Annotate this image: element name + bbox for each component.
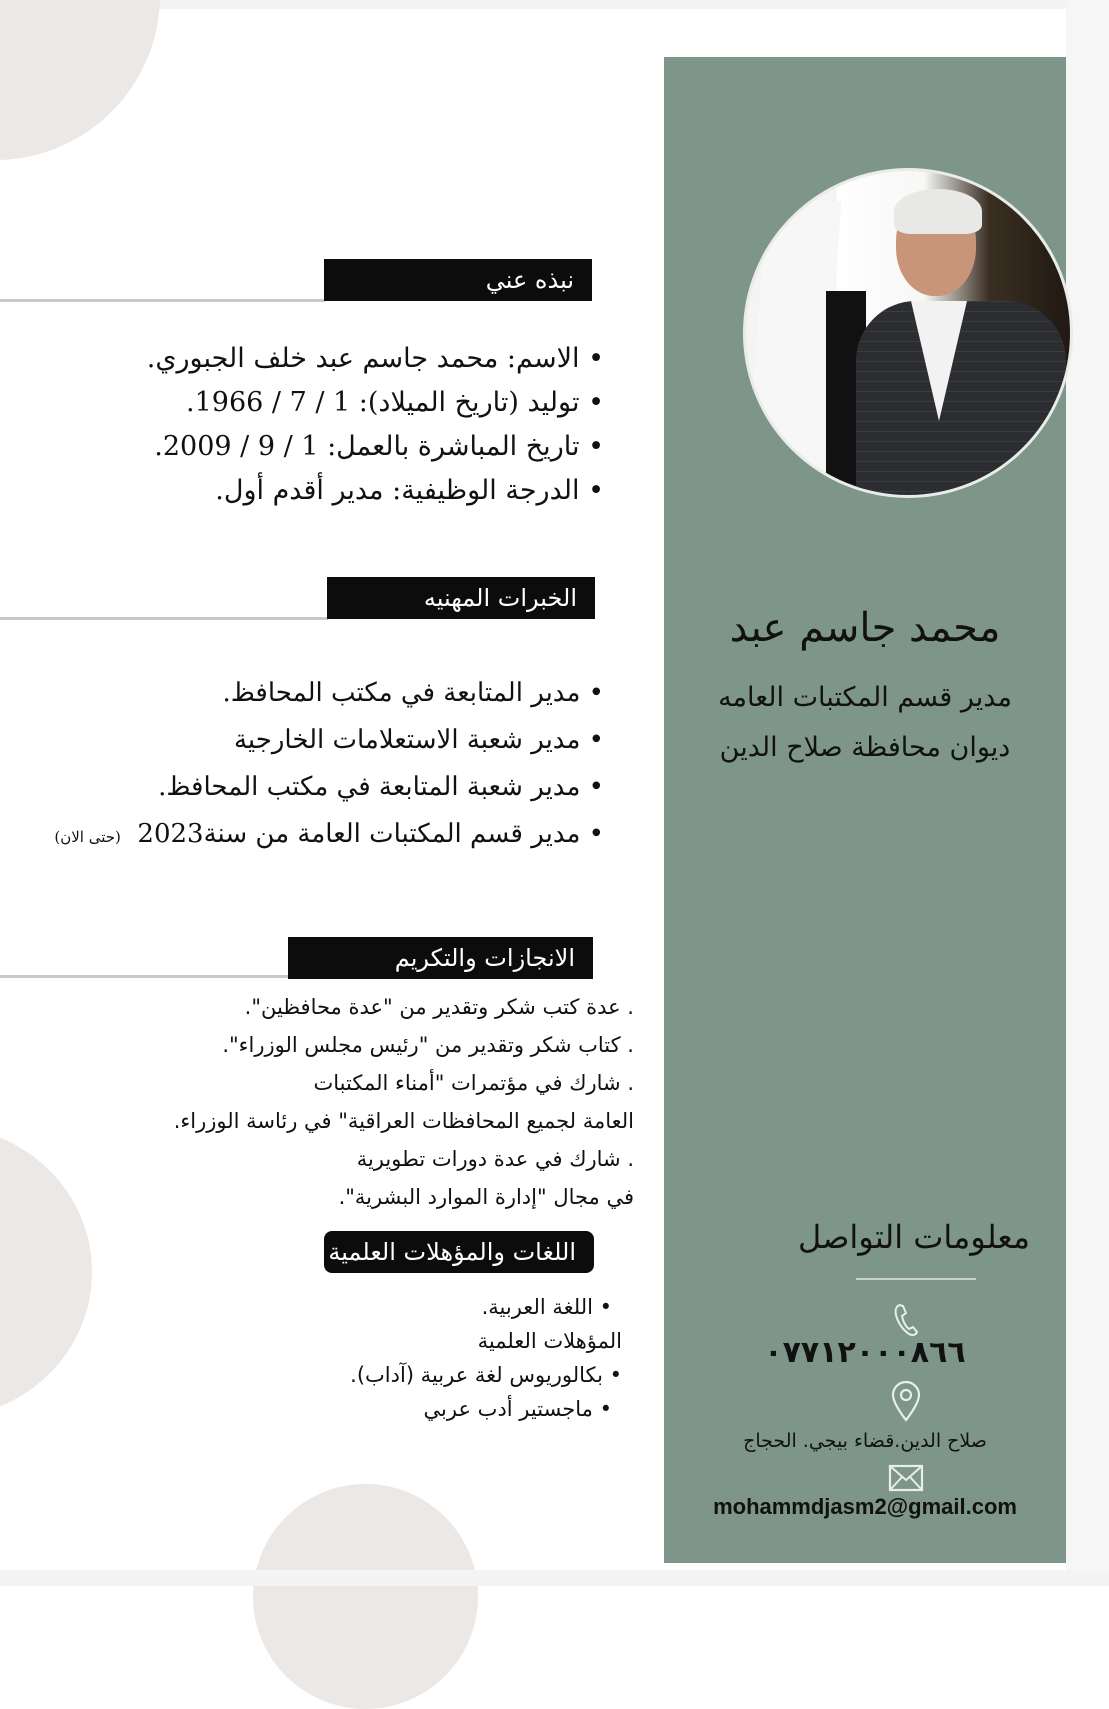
contact-section-title: معلومات التواصل: [797, 1218, 1030, 1256]
about-divider: [0, 299, 325, 302]
top-margin-strip: [0, 0, 1109, 9]
experience-item-current: [54, 811, 604, 861]
address: صلاح الدين.قضاء بيجي. الحجاج: [743, 1430, 987, 1452]
phone-icon: [892, 1302, 920, 1338]
about-job-grade: • الدرجة الوظيفية: مدير أقدم أول.: [147, 469, 604, 513]
achievement-line: العامة لجميع المحافظات العراقية" في رئاسة الوزراء.: [173, 1109, 634, 1133]
profile-photo: [743, 168, 1073, 498]
bottom-margin-strip: [0, 1570, 1109, 1586]
about-start-date: • تاريخ المباشرة بالعمل: 1 / 9 / 2009.: [147, 425, 604, 469]
language-item: • اللغة العربية.: [350, 1290, 622, 1324]
experience-item: • مدير شعبة الاستعلامات الخارجية: [54, 717, 604, 764]
person-shirt-collar: [911, 301, 967, 421]
about-list: [147, 337, 604, 513]
experience-item: • مدير المتابعة في مكتب المحافظ.: [54, 670, 604, 717]
about-section-header: نبذه عني: [324, 259, 592, 301]
achievement-line: . شارك في عدة دورات تطويرية: [356, 1147, 634, 1171]
decorative-circle-bottom: [253, 1484, 478, 1709]
profile-role: مدير قسم المكتبات العامه: [718, 682, 1012, 713]
experience-divider: [0, 617, 328, 620]
map-pin-icon: [890, 1380, 922, 1422]
decorative-circle-top-left: [0, 0, 160, 160]
profile-name: محمد جاسم عبد: [729, 605, 1001, 651]
qualification-item: • بكالوريوس لغة عربية (آداب).: [350, 1358, 622, 1392]
achievement-line: . عدة كتب شكر وتقدير من "عدة محافظين".: [244, 995, 634, 1019]
achievements-section-header: الانجازات والتكريم: [288, 937, 593, 979]
experience-section-header: الخبرات المهنيه: [327, 577, 595, 619]
about-birth-date: • توليد (تاريخ الميلاد): 1 / 7 / 1966.: [147, 381, 604, 425]
person-hair: [894, 189, 982, 234]
about-name: • الاسم: محمد جاسم عبد خلف الجبوري.: [147, 337, 604, 381]
achievement-line: . شارك في مؤتمرات "أمناء المكتبات: [313, 1071, 634, 1095]
profile-organization: ديوان محافظة صلاح الدين: [719, 732, 1011, 763]
qualifications-heading: المؤهلات العلمية: [477, 1329, 622, 1353]
decorative-circle-left: [0, 1126, 92, 1418]
achievements-divider: [0, 975, 290, 978]
current-tag: (حتى الان): [54, 828, 121, 846]
languages-list: [350, 1290, 622, 1426]
experience-item: • مدير شعبة المتابعة في مكتب المحافظ.: [54, 764, 604, 811]
qualification-item: • ماجستير أدب عربي: [350, 1392, 622, 1426]
achievements-list: [174, 988, 634, 1216]
envelope-icon: [888, 1464, 924, 1492]
right-margin-strip: [1066, 0, 1109, 1586]
achievement-line: في مجال "إدارة الموارد البشرية".: [338, 1185, 634, 1209]
experience-item-text: • مدير قسم المكتبات العامة من سنة2023: [137, 819, 604, 849]
email-link[interactable]: mohammdjasm2@gmail.com: [713, 1494, 1017, 1519]
experience-list: [54, 670, 604, 861]
achievement-line: . كتاب شكر وتقدير من "رئيس مجلس الوزراء".: [222, 1033, 634, 1057]
contact-title-underline: [856, 1278, 976, 1280]
languages-section-header: اللغات والمؤهلات العلمية: [324, 1231, 594, 1273]
phone-number[interactable]: ٠٧٧١٢٠٠٠٨٦٦: [764, 1335, 966, 1370]
